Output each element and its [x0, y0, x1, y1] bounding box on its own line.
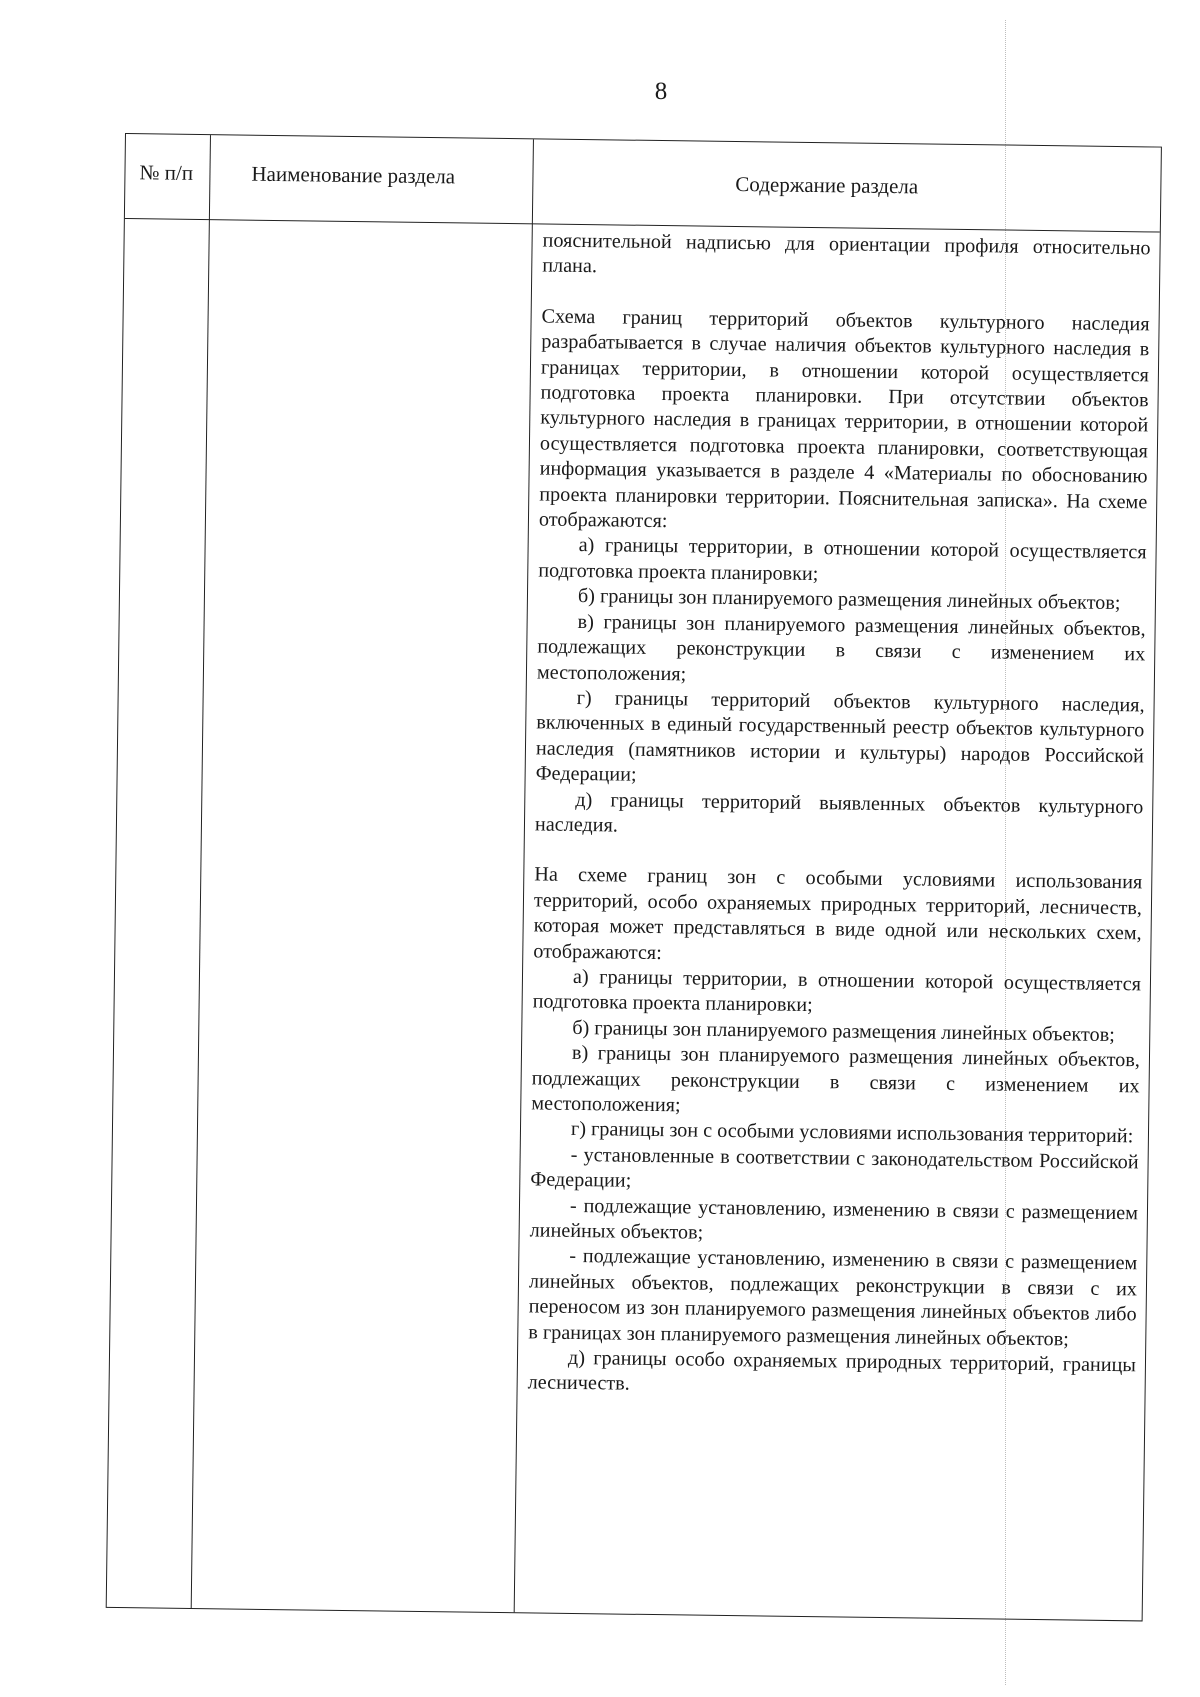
section-table: [106, 133, 1162, 1621]
content-paragraph: Схема границ территорий объектов культурного наследия разрабатывается в случае наличия объектов культурного наследия в границах территории, в отношении которой осуществляется подготовка проекта планировки. При отсутствии объектов культурного наследия в границах территории, в отношении которой осуществляется подготовка проекта планировки, соответствующая информация указывается в разделе 4 «Материалы по обоснованию проекта планировки территории. Пояснительная записка». На схеме отображаются:: [538, 305, 1150, 533]
sub-list-item: - установленные в соответствии с законодательством Российской Федерации;: [530, 1143, 1139, 1192]
header-section-name: Наименование раздела: [251, 161, 456, 189]
header-number: № п/п: [139, 160, 194, 185]
content-paragraph: На схеме границ зон с особыми условиями использования территорий, особо охраняемых природных территорий, лесничеств, которая может представляться в виде одной или нескольких схем, отображаются:: [533, 863, 1143, 964]
list-item: г) границы зон с особыми условиями использования территорий:: [570, 1118, 1134, 1148]
content-paragraph: пояснительной надписью для ориентации профиля относительно плана.: [542, 229, 1151, 278]
column-divider: [191, 135, 211, 1608]
sub-list-item: - подлежащие установлению, изменению в связи с размещением линейных объектов;: [529, 1194, 1139, 1244]
list-item: в) границы зон планируемого размещения линейных объектов, подлежащих реконструкции в связи с изменением их местоположения;: [531, 1042, 1141, 1117]
list-item: д) границы территорий выявленных объектов культурного наследия.: [534, 788, 1144, 837]
page-number: 8: [654, 78, 668, 105]
list-item: в) границы зон планируемого размещения линейных объектов, подлежащих реконструкции в связи с изменением их местоположения;: [536, 610, 1146, 685]
header-section-content: Содержание раздела: [735, 171, 919, 199]
list-item: а) границы территории, в отношении которой осуществляется подготовка проекта планировки;: [538, 534, 1147, 585]
list-item: б) границы зон планируемого размещения линейных объектов;: [572, 1016, 1115, 1046]
list-item: а) границы территории, в отношении которой осуществляется подготовка проекта планировки;: [532, 965, 1142, 1017]
list-item: б) границы зон планируемого размещения линейных объектов;: [577, 585, 1121, 615]
section-content-cell: [527, 228, 1150, 1404]
sub-list-item: - подлежащие установлению, изменению в связи с размещением линейных объектов, подлежащих реконструкции в связи с их переносом из зон планируемого размещения линейных объектов либо в границах зон планируемого размещения линейных объектов;: [528, 1245, 1138, 1351]
list-item: д) границы особо охраняемых природных территорий, границы лесничеств.: [527, 1346, 1137, 1396]
list-item: г) границы территорий объектов культурного наследия, включенных в единый государственный реестр объектов культурного наследия (памятников истории и культуры) народов Российской Федерации;: [535, 686, 1145, 786]
